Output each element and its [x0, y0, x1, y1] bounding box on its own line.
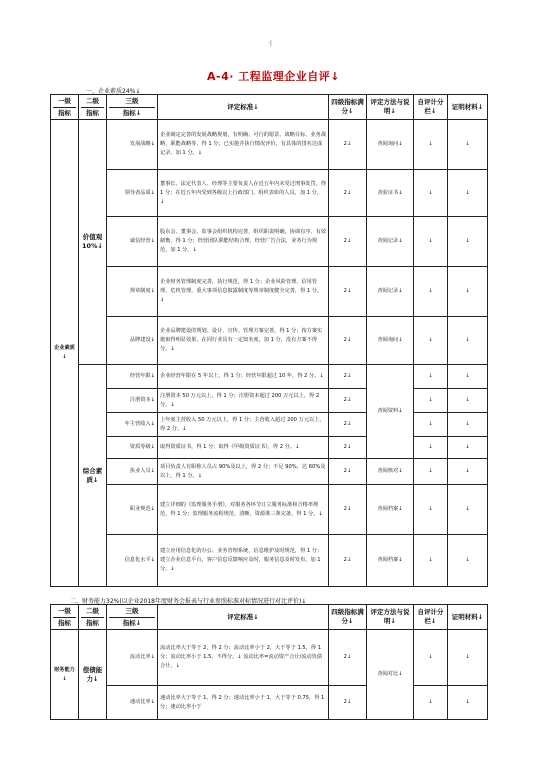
method-cell: 查阅核对↓: [367, 459, 414, 485]
criteria-text: 企业财务管理制度完善，执行规范，得 1 分；企业风险管理、信用管理、危机管理、重大事项信息披露制度等规章制度健全完善，得 1 分。↓: [158, 267, 329, 317]
table-row: [51, 413, 488, 437]
proof-cell[interactable]: ↓: [448, 389, 488, 413]
category-financial-capability: 财务能力↓: [51, 630, 79, 720]
header-level3: 三级 指标↓: [107, 95, 158, 120]
section1-table: [50, 94, 488, 587]
table-row: [51, 365, 488, 389]
criteria-text: 股东会、董事会、监事会组织机构完善，组织职责明确，协调有序、有效制衡，得 1 分；经营团队职能结构合理，经营广告合法，业务行为规范，加 1 分。↓: [158, 217, 329, 267]
item-label: 年主营收入↓: [107, 413, 158, 437]
header-level2: 二级 指标: [79, 95, 107, 120]
method-cell: 查阅档案↓: [367, 485, 414, 535]
self-score-cell[interactable]: ↓: [414, 413, 448, 437]
proof-cell[interactable]: ↓: [448, 413, 488, 437]
header-level1: 一级 指标: [51, 95, 79, 120]
header-self-score: 自评计分栏↓: [414, 95, 448, 120]
item-label: 流动比率↓: [107, 630, 158, 686]
table-row: [51, 630, 488, 686]
method-cell: 查阅记录↓: [367, 217, 414, 267]
section2-heading: 二、财务能力32%(以企业2018年度财务会报表与行业参照标准对标情况进行对比评价)↓: [70, 598, 307, 605]
self-score-cell[interactable]: ↓: [414, 317, 448, 365]
page-top-mark: ·|: [268, 40, 272, 47]
score-cell: 2↓: [329, 630, 367, 686]
criteria-text: 董事长、法定代表人、经理等主要负责人在近五年内未受过刑事处罚，得 1 分；在近五年内受到各级以上行政部门、组织表彰的人员，加 1 分。↓: [158, 170, 329, 217]
item-label: 诚信经营↓: [107, 217, 158, 267]
score-cell: 2↓: [329, 217, 367, 267]
criteria-text: 项目负责人有职称人员占 90%及以上，得 2 分；不足 90%，达 60%及以上，得 1 分。↓: [158, 459, 329, 485]
self-score-cell[interactable]: ↓: [414, 389, 448, 413]
score-cell: 2↓: [329, 267, 367, 317]
proof-cell[interactable]: ↓: [448, 535, 488, 587]
header-level2: 二级 指标: [79, 605, 107, 630]
self-score-cell[interactable]: ↓: [414, 365, 448, 389]
self-score-cell[interactable]: ↓: [414, 437, 448, 459]
score-cell: 2↓: [329, 120, 367, 170]
method-cell: 查阅对比↓: [367, 630, 414, 720]
self-score-cell[interactable]: ↓: [414, 120, 448, 170]
header-method: 评定方法与说明↓: [367, 605, 414, 630]
method-cell: 查阅记录↓: [367, 267, 414, 317]
subcategory-values: 价值观10%↓: [79, 120, 107, 365]
table-row: [51, 437, 488, 459]
item-label: 规章制度↓: [107, 267, 158, 317]
header-self-score: 自评计分栏↓: [414, 605, 448, 630]
proof-cell[interactable]: ↓: [448, 437, 488, 459]
criteria-text: 企业品牌建设的规划、设计、宣传、管理方案完善，得 1 分；按方案实施取得明显效果，在同行业具有一定知名度，加 1 分，没有方案不得分。↓: [158, 317, 329, 365]
table-row: [51, 459, 488, 485]
item-label: 发展战略↓: [107, 120, 158, 170]
proof-cell[interactable]: ↓: [448, 170, 488, 217]
self-score-cell[interactable]: ↓: [414, 267, 448, 317]
section1-heading: 一、企业素质24%↓: [86, 88, 141, 95]
table-row: [51, 686, 488, 720]
self-score-cell[interactable]: ↓: [414, 485, 448, 535]
header-criteria: 评定标准↓: [158, 605, 329, 630]
table-row: [51, 267, 488, 317]
method-cell: 查阅询问↓: [367, 120, 414, 170]
score-cell: 2↓: [329, 413, 367, 437]
category-enterprise-quality: 企业素质↓: [51, 120, 79, 587]
proof-cell[interactable]: ↓: [448, 120, 488, 170]
proof-cell[interactable]: ↓: [448, 267, 488, 317]
method-cell: 查阅资料↓: [367, 365, 414, 459]
method-cell: 查阅档案↓: [367, 535, 414, 587]
score-cell: 2↓: [329, 535, 367, 587]
document-title: A-4· 工程监理企业自评↓: [207, 70, 340, 83]
criteria-text: 流动比率大于等于 2，得 2 分；流动比率小于 2，大于等于 1.5，得 1 分；流动比率小于 1.5，不得分。↓ 流动比率=流动资产合计/流动负债合计。↓: [158, 630, 329, 686]
table-row: [51, 217, 488, 267]
proof-cell[interactable]: ↓: [448, 365, 488, 389]
score-cell: 2↓: [329, 317, 367, 365]
proof-cell[interactable]: ↓: [448, 317, 488, 365]
table-row: [51, 317, 488, 365]
table-row: [51, 120, 488, 170]
criteria-text: 取得资质证书，得 1 分；取得《甲级资质证书》，得 2 分。↓: [158, 437, 329, 459]
item-label: 速动比率↓: [107, 686, 158, 720]
self-score-cell[interactable]: ↓: [414, 686, 448, 720]
item-label: 职业规范↓: [107, 485, 158, 535]
self-score-cell[interactable]: ↓: [414, 630, 448, 686]
table-row: [51, 485, 488, 535]
criteria-text: 速动比率大于等于 1，得 2 分；速动比率小于 1，大于等于 0.75，得 1 分；速动比率小于: [158, 686, 329, 720]
item-label: 领导者品质↓: [107, 170, 158, 217]
score-cell: 2↓: [329, 437, 367, 459]
proof-cell[interactable]: ↓: [448, 686, 488, 720]
criteria-text: 企业经营年限在 5 年以上，得 1 分；经营年限超过 10 年，得 2 分。↓: [158, 365, 329, 389]
method-cell: 查验证书↓: [367, 170, 414, 217]
item-label: 品牌建设↓: [107, 317, 158, 365]
score-cell: 2↓: [329, 170, 367, 217]
item-label: 经营年限↓: [107, 365, 158, 389]
self-score-cell[interactable]: ↓: [414, 535, 448, 587]
header-score: 四级指标满分↓: [329, 95, 367, 120]
self-score-cell[interactable]: ↓: [414, 459, 448, 485]
self-score-cell[interactable]: ↓: [414, 217, 448, 267]
score-cell: 2↓: [329, 389, 367, 413]
header-proof: 证明材料↓: [448, 605, 488, 630]
section2-table: [50, 604, 488, 720]
header-method: 评定方法与说明↓: [367, 95, 414, 120]
table-row: [51, 535, 488, 587]
proof-cell[interactable]: ↓: [448, 459, 488, 485]
criteria-text: 建立应用信息化的办公、业务管理系统，信息维护及时规范，得 1 分；建立企业信息平台，客户信息反馈响应及时，服务信息及时发布，加 1 分。↓: [158, 535, 329, 587]
header-level3: 三级 指标↓: [107, 605, 158, 630]
subcategory-comprehensive: 综合素质↓: [79, 365, 107, 587]
criteria-text: 企业制定完善的发展战略规划，有明确、可行的愿景、战略目标、业务战略、职能战略等，得 1 分；已实施并执行情况评价，有具体的排名达成记录，加 1 分。↓: [158, 120, 329, 170]
table-row: [51, 170, 488, 217]
self-score-cell[interactable]: ↓: [414, 170, 448, 217]
header-level1: 一级 指标: [51, 605, 79, 630]
item-label: 注册资本↓: [107, 389, 158, 413]
table-row: [51, 389, 488, 413]
item-label: 执业人员↓: [107, 459, 158, 485]
criteria-text: 建立详细的《监理服务手册》，对服务各环节订立服务标准和合格率规范，得 1 分；监理服务流程规范、清晰，资源准三条完备，得 1 分。↓: [158, 485, 329, 535]
score-cell: 2↓: [329, 686, 367, 720]
header-criteria: 评定标准↓: [158, 95, 329, 120]
header-score: 四级指标满分↓: [329, 605, 367, 630]
item-label: 资质等级↓: [107, 437, 158, 459]
score-cell: 2↓: [329, 459, 367, 485]
item-label: 信息化水平↓: [107, 535, 158, 587]
proof-cell[interactable]: ↓: [448, 630, 488, 686]
criteria-text: 注册资本 50 万元以上，得 1 分；注册资本超过 200 万元以上，得 2 分。↓: [158, 389, 329, 413]
subcategory-solvency: 偿债能力↓: [79, 630, 107, 720]
header-proof: 证明材料↓: [448, 95, 488, 120]
score-cell: 2↓: [329, 485, 367, 535]
criteria-text: 上年度主营收入 50 万元以上，得 1 分；主营收入超过 200 万元以上，得 2 分。↓: [158, 413, 329, 437]
proof-cell[interactable]: ↓: [448, 217, 488, 267]
score-cell: 2↓: [329, 365, 367, 389]
proof-cell[interactable]: ↓: [448, 485, 488, 535]
method-cell: 查阅询问↓: [367, 317, 414, 365]
